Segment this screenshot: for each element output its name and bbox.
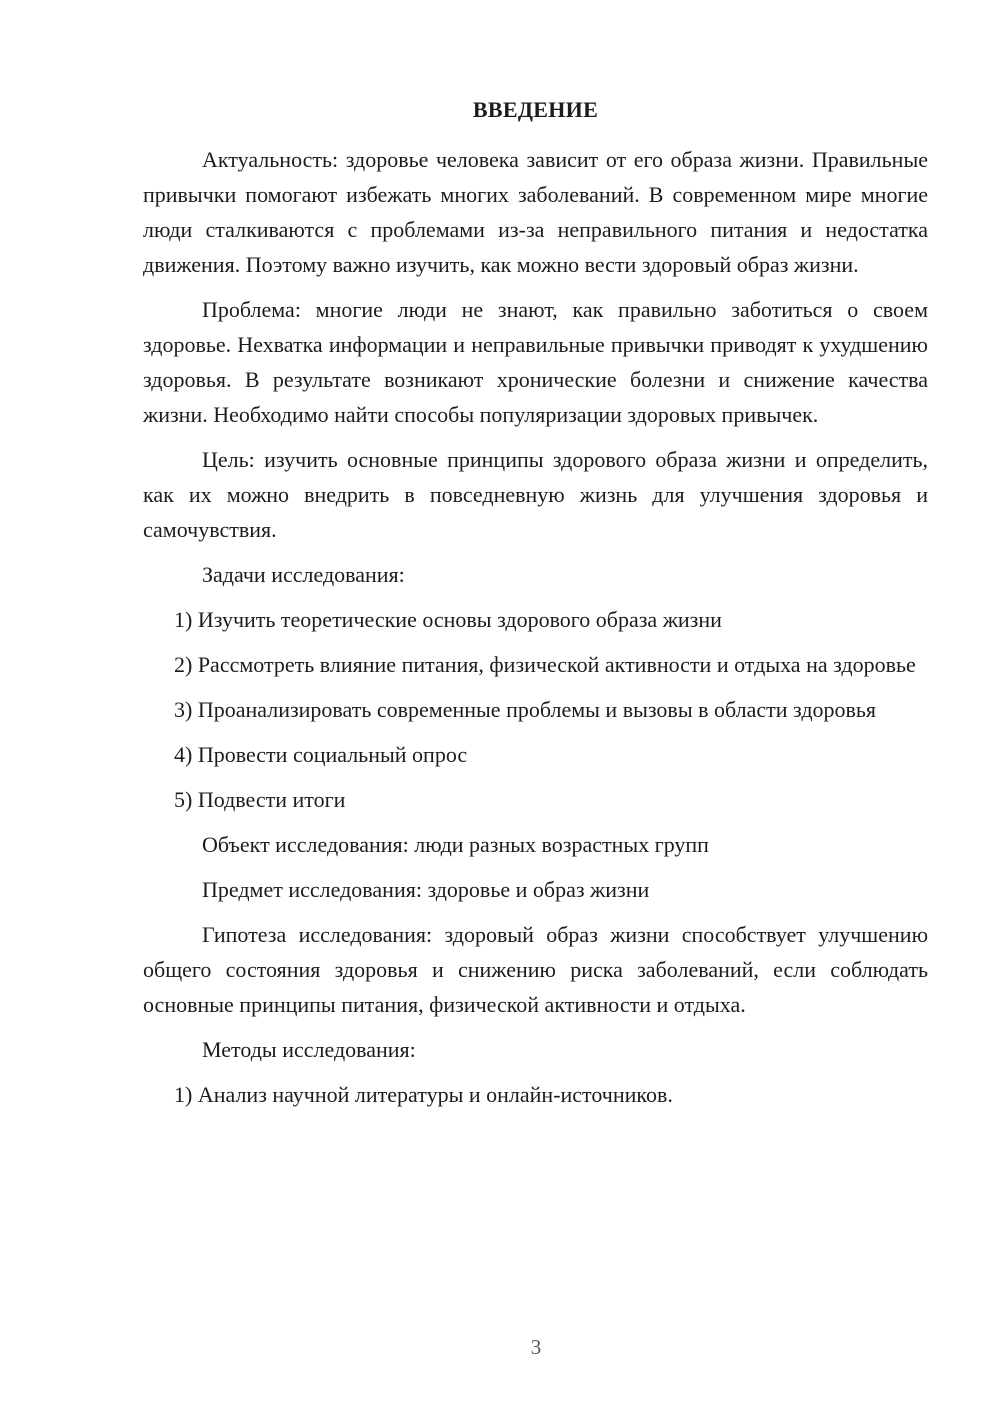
methods-label: Методы исследования: [202, 1037, 416, 1062]
paragraph-object: Объект исследования: люди разных возрастных групп [202, 832, 709, 857]
task-item: 5) Подвести итоги [174, 787, 346, 812]
paragraph-subject: Предмет исследования: здоровье и образ жизни [202, 877, 650, 902]
paragraph-hypothesis: Гипотеза исследования: здоровый образ жизни способствует улучшению общего состояния здоровья и снижению риска заболеваний, если соблюдать основные принципы питания, физической активности и отдыха. [143, 922, 928, 1017]
tasks-label: Задачи исследования: [202, 562, 405, 587]
method-item: 1) Анализ научной литературы и онлайн-источников. [174, 1082, 673, 1107]
section-heading: ВВЕДЕНИЕ [472, 97, 599, 122]
task-item: 4) Провести социальный опрос [174, 742, 468, 767]
task-item: 2) Рассмотреть влияние питания, физической активности и отдыха на здоровье [174, 652, 916, 677]
task-item: 1) Изучить теоретические основы здорового образа жизни [174, 607, 722, 632]
paragraph-problem: Проблема: многие люди не знают, как правильно заботиться о своем здоровье. Нехватка информации и неправильные привычки приводят к ухудшению здоровья. В результате возникают хронические болезни и снижение качества жизни. Необходимо найти способы популяризации здоровых привычек. [143, 297, 928, 427]
document-body [143, 95, 928, 1122]
paragraph-goal: Цель: изучить основные принципы здорового образа жизни и определить, как их можно внедрить в повседневную жизнь для улучшения здоровья и самочувствия. [143, 447, 928, 542]
paragraph-relevance: Актуальность: здоровье человека зависит от его образа жизни. Правильные привычки помогают избежать многих заболеваний. В современном мире многие люди сталкиваются с проблемами из-за неправильного питания и недостатка движения. Поэтому важно изучить, как можно вести здоровый образ жизни. [143, 147, 928, 277]
task-item: 3) Проанализировать современные проблемы и вызовы в области здоровья [174, 697, 877, 722]
page-number: 3 [530, 1335, 542, 1359]
